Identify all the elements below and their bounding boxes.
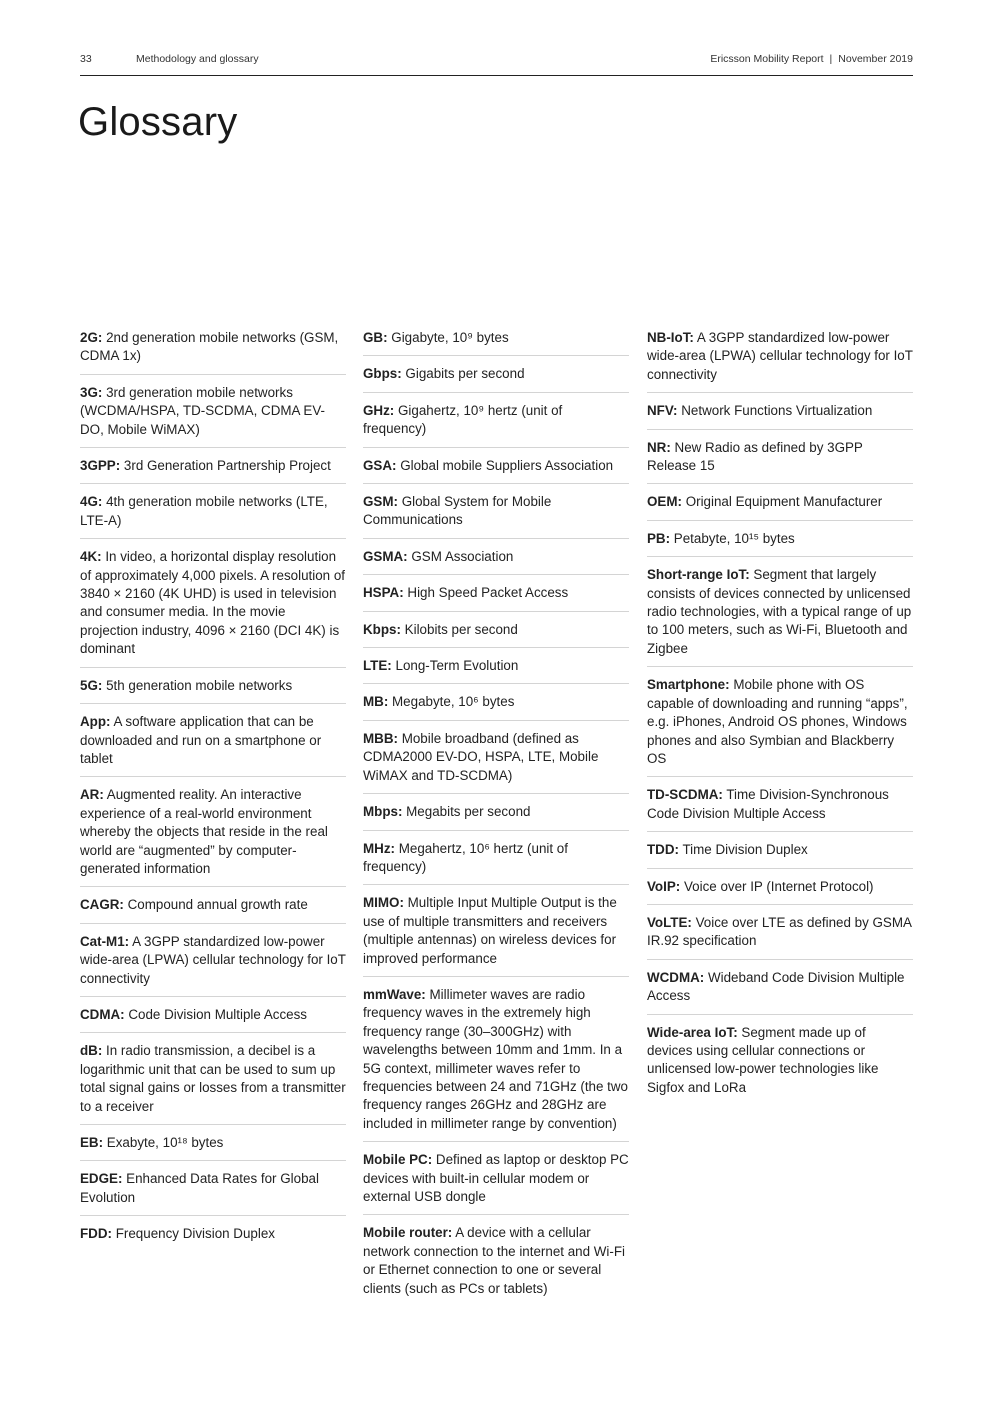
glossary-term: AR: [80,787,104,803]
glossary-term: VoIP: [647,878,681,894]
glossary-term: 4G: [80,494,103,510]
report-date: November 2019 [838,53,913,65]
glossary-entry [80,457,346,484]
glossary-definition: A 3GPP standardized low-power wide-area (LPWA) cellular technology for IoT connectivity [647,330,913,382]
glossary-entry [647,530,913,557]
glossary-term: dB: [80,1043,103,1059]
glossary-definition: Compound annual growth rate [127,897,308,913]
glossary-term: HSPA: [363,585,404,601]
glossary-term: 3GPP: [80,458,121,474]
glossary-definition: Kilobits per second [404,621,518,637]
glossary-entry [80,677,346,704]
glossary-term: Cat-M1: [80,933,130,949]
glossary-definition: Defined as laptop or desktop PC devices with built-in cellular modem or external USB dongle [363,1152,629,1204]
glossary-definition: Gigabyte, 10⁹ bytes [391,330,509,345]
glossary-entry [80,786,346,887]
page-title: Glossary [78,100,238,144]
glossary-definition: Exabyte, 10¹⁸ bytes [106,1135,224,1150]
glossary-term: GSMA: [363,548,408,564]
header-separator: | [829,53,833,65]
glossary-term: Wide-area IoT: [647,1024,738,1040]
glossary-term: EDGE: [80,1171,123,1187]
glossary-term: MBB: [363,730,398,746]
glossary-entry [80,1006,346,1033]
glossary-entry [647,914,913,960]
glossary-term: OEM: [647,494,682,510]
glossary-definition: 2nd generation mobile networks (GSM, CDMA 1x) [80,330,339,364]
glossary-term: MB: [363,694,389,710]
glossary-definition: Code Division Multiple Access [128,1006,307,1022]
glossary-term: NR: [647,439,671,455]
glossary-entry [80,384,346,448]
glossary-term: NB-IoT: [647,330,694,345]
glossary-entry [80,1225,346,1251]
glossary-definition: Megabits per second [406,804,531,820]
glossary-entry [363,457,629,484]
glossary-definition: Original Equipment Manufacturer [685,494,883,510]
glossary-term: Mobile router: [363,1225,453,1241]
glossary-entry [363,1151,629,1215]
glossary-term: Smartphone: [647,677,730,693]
glossary-definition: Enhanced Data Rates for Global Evolution [80,1171,319,1205]
glossary-entry [80,1170,346,1216]
glossary-definition: Time Division-Synchronous Code Division Multiple Access [647,787,889,821]
glossary-definition: Frequency Division Duplex [115,1226,275,1242]
glossary-entry [647,493,913,520]
glossary-term: TD-SCDMA: [647,787,723,803]
glossary-definition: 3rd generation mobile networks (WCDMA/HSPA, TD-SCDMA, CDMA EV-DO, Mobile WiMAX) [80,384,326,437]
glossary-entry [647,439,913,485]
glossary-entry [80,1134,346,1161]
glossary-definition: Time Division Duplex [682,842,808,858]
glossary-entry [80,896,346,923]
glossary-entry [647,402,913,429]
glossary-definition: Segment that largely consists of devices connected by unlicensed radio technologies, with a typical range of up to 100 meters, such as Wi-Fi, Bluetooth and Zigbee [647,567,912,656]
glossary-entry [363,693,629,720]
glossary-definition: Millimeter waves are radio frequency waves in the extremely high frequency range (30–300GHz) with wavelengths between 10mm and 1mm. In a 5G context, millimeter waves refer to frequencies between 24 and 71GHz (the two frequency ranges 26GHz and 28GHz are included in millimeter range by convention) [363,986,629,1131]
glossary-entry [363,803,629,830]
glossary-term: 5G: [80,677,103,693]
glossary-definition: Global System for Mobile Communications [363,494,552,528]
glossary-definition: 3rd Generation Partnership Project [123,458,331,474]
glossary-definition: Mobile broadband (defined as CDMA2000 EV-DO, HSPA, LTE, Mobile WiMAX and TD-SCDMA) [363,730,599,783]
glossary-entry [647,329,913,393]
glossary-entry [363,1224,629,1306]
glossary-entry [363,840,629,886]
glossary-definition: Segment made up of devices using cellular connections or unlicensed low-power technologies like Sigfox and LoRa [647,1024,879,1095]
glossary-term: LTE: [363,658,392,674]
glossary-term: mmWave: [363,986,426,1002]
glossary-entry [363,730,629,794]
glossary-entry [647,566,913,667]
glossary-term: GSA: [363,457,397,473]
glossary-term: MIMO: [363,895,404,911]
glossary-entry [647,786,913,832]
glossary-entry [363,894,629,977]
glossary-term: Mobile PC: [363,1152,433,1168]
glossary-term: CAGR: [80,897,124,913]
glossary-definition: Voice over LTE as defined by GSMA IR.92 specification [647,914,912,949]
glossary-entry [363,365,629,392]
glossary-term: Short-range IoT: [647,567,750,583]
glossary-definition: Long-Term Evolution [395,658,519,674]
glossary-entry [363,584,629,611]
glossary-entry [80,933,346,997]
glossary-entry [363,621,629,648]
glossary-term: CDMA: [80,1006,125,1022]
glossary-definition: 4th generation mobile networks (LTE, LTE-A) [80,494,328,528]
glossary-definition: High Speed Packet Access [407,585,569,601]
glossary-entry [80,548,346,667]
glossary-entry [80,493,346,539]
glossary-definition: A software application that can be downloaded and run on a smartphone or tablet [80,714,322,766]
glossary-definition: Gigabits per second [405,366,525,382]
glossary-definition: Megabyte, 10⁶ bytes [392,694,515,710]
glossary-definition: 5th generation mobile networks [106,677,293,693]
page-number: 33 [80,53,92,65]
glossary-definition: Megahertz, 10⁶ hertz (unit of frequency) [363,840,568,874]
glossary-entry [80,713,346,777]
glossary-term: VoLTE: [647,914,692,930]
glossary-definition: In video, a horizontal display resolution of approximately 4,000 pixels. A resolution of 3840 × 2160 (4K UHD) is used in television and consumer media. In the movie projection industry, 4096 × 2160 (DCI 4K) is dominant [80,549,345,657]
glossary-definition: Wideband Code Division Multiple Access [647,969,905,1004]
glossary-term: App: [80,714,111,730]
glossary-term: EB: [80,1135,104,1150]
glossary-definition: Global mobile Suppliers Association [400,457,614,473]
glossary-entry [363,493,629,539]
glossary-term: MHz: [363,840,395,856]
glossary-term: TDD: [647,842,679,858]
glossary-entry [647,969,913,1015]
glossary-definition: Mobile phone with OS capable of downloading and running “apps”, e.g. iPhones, Android OS phones, Windows phones and also Symbian and Blackberry OS [647,677,908,766]
glossary-term: FDD: [80,1226,112,1242]
glossary-definition: Petabyte, 10¹⁵ bytes [673,530,795,546]
glossary-column-3 [647,329,913,1114]
glossary-entry [647,841,913,868]
glossary-entry [363,402,629,448]
section-title: Methodology and glossary [136,53,259,65]
glossary-term: 4K: [80,549,102,565]
glossary-term: Gbps: [363,366,402,382]
glossary-definition: Voice over IP (Internet Protocol) [683,878,874,894]
glossary-entry [80,1042,346,1125]
glossary-definition: New Radio as defined by 3GPP Release 15 [647,439,863,474]
glossary-term: Mbps: [363,804,403,820]
glossary-term: WCDMA: [647,969,705,985]
glossary-term: GB: [363,330,388,345]
glossary-term: 3G: [80,384,103,400]
glossary-entry [80,329,346,375]
glossary-definition: Gigahertz, 10⁹ hertz (unit of frequency) [363,402,563,437]
glossary-definition: A 3GPP standardized low-power wide-area (LPWA) cellular technology for IoT connectivity [80,933,346,986]
report-name: Ericsson Mobility Report [710,53,824,65]
glossary-definition: GSM Association [411,548,514,564]
glossary-entry [363,657,629,684]
glossary-term: 2G: [80,330,103,345]
glossary-term: GHz: [363,402,395,418]
page-header [80,53,913,76]
glossary-entry [363,329,629,356]
glossary-entry [647,676,913,777]
glossary-entry [363,548,629,575]
glossary-entry [363,986,629,1142]
report-info [710,53,913,65]
glossary-definition: In radio transmission, a decibel is a logarithmic unit that can be used to sum up total signal gains or losses from a transmitter to a receiver [80,1043,346,1114]
glossary-definition: Network Functions Virtualization [681,403,873,419]
glossary-entry [647,878,913,905]
glossary-term: GSM: [363,494,398,510]
glossary-definition: Augmented reality. An interactive experience of a real-world environment whereby the objects that reside in the real world are “augmented” by computer-generated information [80,787,328,876]
glossary-column-2 [363,329,629,1315]
glossary-column-1 [80,329,346,1261]
glossary-definition: Multiple Input Multiple Output is the use of multiple transmitters and receivers (multiple antennas) on wireless devices for improved performance [363,895,617,966]
glossary-term: Kbps: [363,621,401,637]
glossary-definition: A device with a cellular network connection to the internet and Wi-Fi or Ethernet connection to one or several clients (such as PCs or tablets) [363,1225,625,1296]
glossary-term: NFV: [647,403,678,419]
glossary-entry [647,1024,913,1106]
glossary-term: PB: [647,530,671,546]
